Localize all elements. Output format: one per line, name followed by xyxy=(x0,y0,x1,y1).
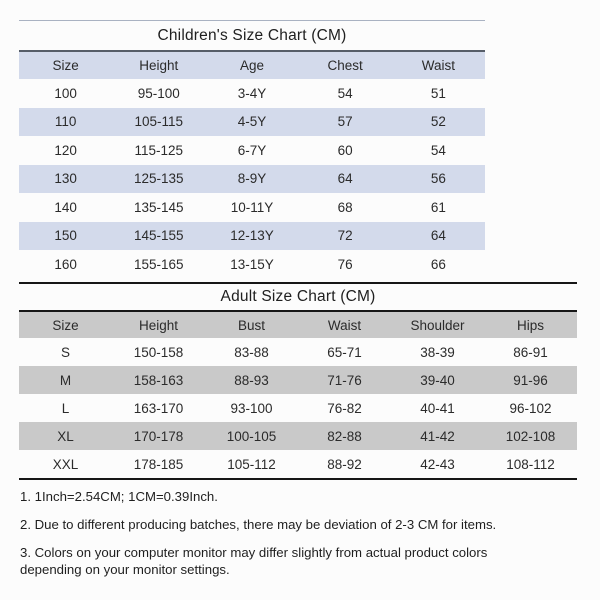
table-cell: 110 xyxy=(19,108,112,137)
adult-size-chart-section xyxy=(19,282,577,480)
table-cell: 6-7Y xyxy=(237,142,267,158)
table-cell: 42-43 xyxy=(420,456,455,472)
table-cell: 91-96 xyxy=(484,366,577,394)
table-cell: 150 xyxy=(19,222,112,251)
table-cell: 160 xyxy=(54,256,77,272)
table-cell: 130 xyxy=(19,165,112,194)
table-row xyxy=(19,450,577,478)
footnotes xyxy=(20,488,550,589)
footnote-2: 2. Due to different producing batches, there may be deviation of 2-3 CM for items. xyxy=(20,517,497,532)
table-row xyxy=(19,108,485,137)
column-header: Chest xyxy=(299,52,392,79)
table-cell: 100 xyxy=(54,85,77,101)
adult-size-table xyxy=(19,312,577,478)
table-cell: XXL xyxy=(52,456,79,472)
table-cell: 115-125 xyxy=(134,142,184,158)
table-cell: 38-39 xyxy=(420,344,455,360)
table-cell: 61 xyxy=(430,199,446,215)
table-cell: 13-15Y xyxy=(230,256,274,272)
table-cell: 108-112 xyxy=(506,456,555,472)
table-cell: 8-9Y xyxy=(205,165,298,194)
table-row xyxy=(19,165,485,194)
table-row xyxy=(19,394,577,422)
column-header: Size xyxy=(19,52,112,79)
table-cell: 145-155 xyxy=(112,222,205,251)
table-cell: 12-13Y xyxy=(205,222,298,251)
children-size-table xyxy=(19,52,485,279)
adult-bottom-rule xyxy=(19,478,577,480)
table-cell: L xyxy=(61,400,70,416)
table-row xyxy=(19,79,485,108)
column-header: Height xyxy=(112,312,205,338)
table-cell: 54 xyxy=(430,142,446,158)
table-cell: 96-102 xyxy=(509,400,552,416)
column-header: Age xyxy=(205,52,298,79)
column-header: Shoulder xyxy=(391,312,484,338)
header-row xyxy=(19,312,577,338)
table-cell: 135-145 xyxy=(134,199,184,215)
table-cell: 52 xyxy=(392,108,485,137)
adult-table-header xyxy=(19,312,577,338)
table-cell: 93-100 xyxy=(230,400,273,416)
column-header: Waist xyxy=(392,52,485,79)
table-cell: 163-170 xyxy=(133,400,184,416)
table-cell: 158-163 xyxy=(112,366,205,394)
table-cell: 64 xyxy=(299,165,392,194)
table-cell: 105-115 xyxy=(112,108,205,137)
table-cell: 39-40 xyxy=(391,366,484,394)
table-cell: 86-91 xyxy=(513,344,548,360)
table-row xyxy=(19,222,485,251)
table-cell: 60 xyxy=(337,142,353,158)
table-row xyxy=(19,338,577,366)
table-cell: XL xyxy=(19,422,112,450)
table-row xyxy=(19,136,485,165)
table-cell: 102-108 xyxy=(484,422,577,450)
table-cell: 76-82 xyxy=(327,400,362,416)
table-cell: 76 xyxy=(337,256,353,272)
footnote-1: 1. 1Inch=2.54CM; 1CM=0.39Inch. xyxy=(20,489,218,504)
table-cell: 4-5Y xyxy=(205,108,298,137)
table-cell: 105-112 xyxy=(227,456,276,472)
table-cell: S xyxy=(60,344,70,360)
table-cell: 68 xyxy=(337,199,353,215)
table-cell: 95-100 xyxy=(137,85,180,101)
table-row xyxy=(19,193,485,222)
children-table-body xyxy=(19,79,485,279)
column-header: Waist xyxy=(298,312,391,338)
table-cell: 54 xyxy=(337,85,353,101)
table-cell: 64 xyxy=(392,222,485,251)
table-cell: 65-71 xyxy=(327,344,362,360)
table-cell: 57 xyxy=(299,108,392,137)
table-cell: 41-42 xyxy=(391,422,484,450)
table-cell: 66 xyxy=(430,256,446,272)
table-cell: 140 xyxy=(54,199,77,215)
table-cell: 88-93 xyxy=(205,366,298,394)
column-header: Bust xyxy=(205,312,298,338)
table-cell: 72 xyxy=(299,222,392,251)
table-row xyxy=(19,366,577,394)
table-cell: 10-11Y xyxy=(230,199,274,215)
table-cell: 150-158 xyxy=(133,344,184,360)
header-row xyxy=(19,52,485,79)
table-row xyxy=(19,250,485,279)
children-table-header xyxy=(19,52,485,79)
table-cell: M xyxy=(19,366,112,394)
children-chart-title: Children's Size Chart (CM) xyxy=(157,27,347,44)
adult-chart-title: Adult Size Chart (CM) xyxy=(220,288,376,305)
table-cell: 51 xyxy=(430,85,446,101)
footnote-3: 3. Colors on your computer monitor may differ slightly from actual product colors depending on your monitor settings. xyxy=(20,545,488,577)
table-cell: 82-88 xyxy=(298,422,391,450)
table-cell: 3-4Y xyxy=(237,85,267,101)
column-header: Hips xyxy=(484,312,577,338)
table-cell: 120 xyxy=(54,142,77,158)
table-cell: 155-165 xyxy=(134,256,184,272)
table-row xyxy=(19,422,577,450)
column-header: Size xyxy=(19,312,112,338)
table-cell: 100-105 xyxy=(205,422,298,450)
table-cell: 88-92 xyxy=(327,456,362,472)
table-cell: 125-135 xyxy=(112,165,205,194)
table-cell: 178-185 xyxy=(133,456,184,472)
table-cell: 56 xyxy=(392,165,485,194)
table-cell: 83-88 xyxy=(234,344,269,360)
table-cell: 40-41 xyxy=(420,400,455,416)
adult-table-body xyxy=(19,338,577,478)
table-cell: 71-76 xyxy=(298,366,391,394)
children-size-chart-section xyxy=(19,20,485,279)
column-header: Height xyxy=(112,52,205,79)
table-cell: 170-178 xyxy=(112,422,205,450)
